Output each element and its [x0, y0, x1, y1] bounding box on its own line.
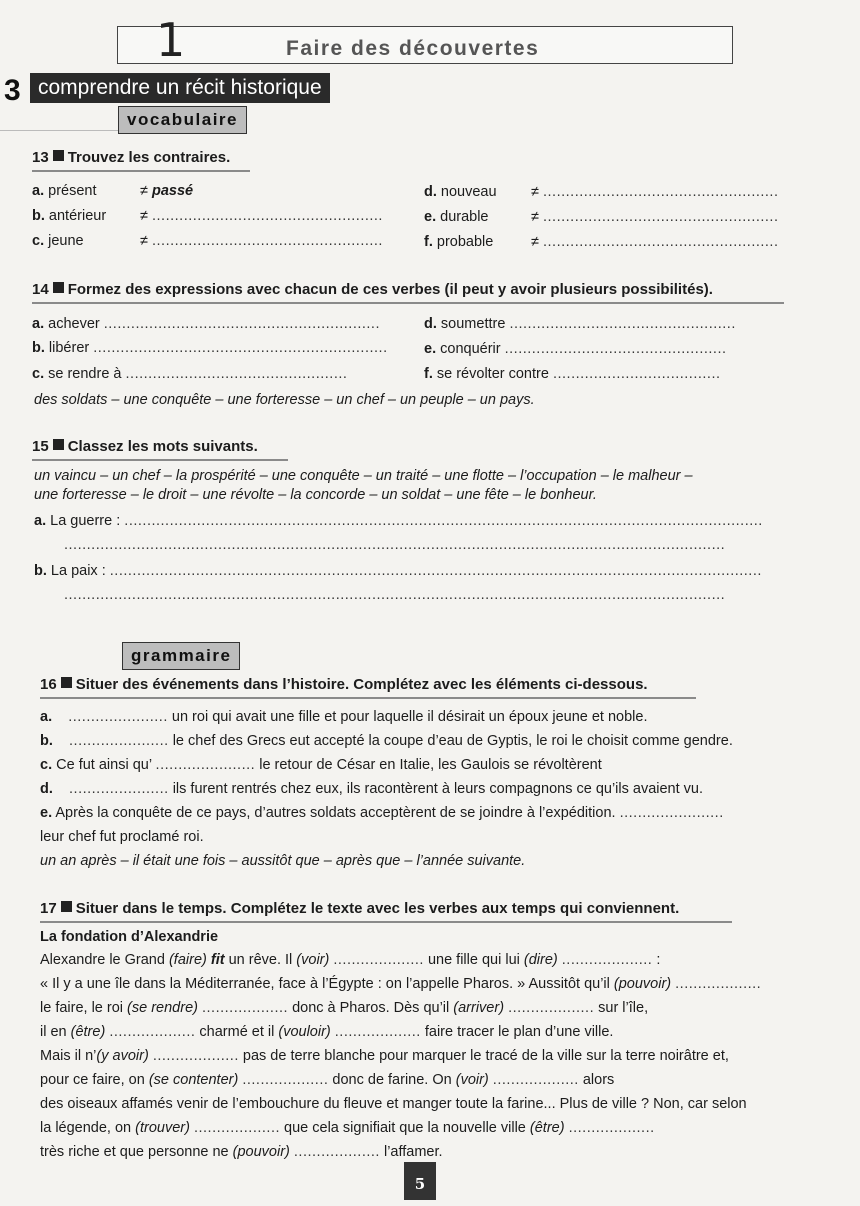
ex16-item-e[interactable]: e. Après la conquête de ce pays, d’autres soldats acceptèrent de se joindre à l’expédition. .......................: [40, 805, 724, 821]
ex17-line-3[interactable]: le faire, le roi (se rendre) ................... donc à Pharos. Dès qu’il (arriver) ................... sur l’île,: [40, 1000, 649, 1016]
ex15-item-a[interactable]: a. La guerre : .............................................................................................................................................: [34, 513, 763, 529]
ex13-blank-c[interactable]: ≠ ...................................................: [140, 233, 383, 249]
ex14-item-f[interactable]: f. se révolter contre .....................................: [424, 366, 721, 382]
section-number: 3: [4, 74, 21, 107]
ex17-line-4[interactable]: il en (être) ................... charmé et il (vouloir) ................... faire tracer le plan d’une ville.: [40, 1024, 614, 1040]
ex13-blank-d[interactable]: ≠ ....................................................: [531, 184, 779, 200]
ex14-item-c[interactable]: c. se rendre à .................................................: [32, 366, 348, 382]
title-underline: [32, 459, 288, 461]
ex13-answer-a: ≠ passé: [140, 183, 194, 199]
square-bullet-icon: [53, 282, 64, 293]
ex15-item-a-line2[interactable]: ..................................................................................................................................................: [64, 537, 726, 553]
exercise-number: 17: [40, 900, 57, 917]
square-bullet-icon: [61, 901, 72, 912]
exercise-17-title: [40, 900, 679, 917]
ex17-subtitle: La fondation d’Alexandrie: [40, 929, 219, 945]
ex13-item-c: c. jeune: [32, 233, 84, 249]
ex16-item-b[interactable]: b. ...................... le chef des Grecs eut accepté la coupe d’eau de Gyptis, le roi le choisit comme gendre.: [40, 733, 733, 749]
ex17-line-8[interactable]: la légende, on (trouver) ................... que cela signifiait que la nouvelle ville (être) ...................: [40, 1120, 655, 1136]
ex13-item-d: d. nouveau: [424, 184, 497, 200]
ex13-blank-e[interactable]: ≠ ....................................................: [531, 209, 779, 225]
ex16-word-bank: un an après – il était une fois – aussitôt que – après que – l’année suivante.: [40, 853, 526, 869]
square-bullet-icon: [53, 439, 64, 450]
exercise-13-title: [32, 149, 230, 166]
exercise-number: 16: [40, 676, 57, 693]
exercise-title-text: Situer dans le temps. Complétez le texte avec les verbes aux temps qui conviennent.: [75, 900, 680, 917]
exercise-title-text: Trouvez les contraires.: [67, 149, 231, 166]
ex14-item-a[interactable]: a. achever .............................................................: [32, 316, 380, 332]
exercise-title-text: Classez les mots suivants.: [67, 438, 258, 455]
title-underline: [40, 921, 732, 923]
exercise-number: 15: [32, 438, 49, 455]
divider: [0, 130, 118, 131]
title-underline: [40, 697, 696, 699]
ex15-word-bank-line2: une forteresse – le droit – une révolte – la concorde – un soldat – une fête – le bonheur.: [34, 487, 597, 503]
grammar-tag: grammaire: [122, 642, 240, 670]
ex15-word-bank-line1: un vaincu – un chef – la prospérité – une conquête – un traité – une flotte – l’occupation – le malheur –: [34, 468, 693, 484]
ex17-line-1[interactable]: Alexandre le Grand (faire) fit un rêve. Il (voir) .................... une fille qui lui (dire) .................... :: [40, 952, 661, 968]
title-underline: [32, 302, 784, 304]
exercise-16-title: [40, 676, 648, 693]
exercise-number: 13: [32, 149, 49, 166]
ex14-item-d[interactable]: d. soumettre ..................................................: [424, 316, 736, 332]
ex13-item-b: b. antérieur: [32, 208, 107, 224]
ex15-item-b-line2[interactable]: ..................................................................................................................................................: [64, 587, 726, 603]
ex13-item-f: f. probable: [424, 234, 494, 250]
exercise-15-title: [32, 438, 258, 455]
ex16-item-a[interactable]: a. ...................... un roi qui avait une fille et pour laquelle il désirait un époux jeune et noble.: [40, 709, 648, 725]
ex14-word-bank: des soldats – une conquête – une forteresse – un chef – un peuple – un pays.: [34, 392, 535, 408]
vocabulary-tag: vocabulaire: [118, 106, 247, 134]
page-number: 5: [404, 1162, 436, 1200]
ex17-line-9[interactable]: très riche et que personne ne (pouvoir) ................... l’affamer.: [40, 1144, 443, 1160]
ex16-item-c[interactable]: c. Ce fut ainsi qu’ ...................... le retour de César en Italie, les Gaulois se révoltèrent: [40, 757, 602, 773]
unit-number: 1: [156, 13, 186, 67]
ex17-line-6[interactable]: pour ce faire, on (se contenter) ................... donc de farine. On (voir) ................... alors: [40, 1072, 615, 1088]
ex15-item-b[interactable]: b. La paix : ................................................................................................................................................: [34, 563, 762, 579]
ex14-item-b[interactable]: b. libérer .................................................................: [32, 340, 388, 356]
unit-title: Faire des découvertes: [286, 37, 540, 60]
section-title: comprendre un récit historique: [30, 73, 330, 103]
ex13-item-a: a. présent: [32, 183, 97, 199]
ex17-line-5[interactable]: Mais il n’(y avoir) ................... pas de terre blanche pour marquer le tracé de la ville sur la terre noirâtre et,: [40, 1048, 729, 1064]
ex17-line-7: des oiseaux affamés venir de l’embouchure du fleuve et manger toute la farine... Plus de ville ? Non, car selon: [40, 1096, 747, 1112]
exercise-number: 14: [32, 281, 49, 298]
ex13-blank-b[interactable]: ≠ ...................................................: [140, 208, 383, 224]
ex13-item-e: e. durable: [424, 209, 489, 225]
exercise-title-text: Situer des événements dans l’histoire. Complétez avec les éléments ci-dessous.: [75, 676, 648, 693]
ex17-line-2[interactable]: « Il y a une île dans la Méditerranée, face à l’Égypte : on l’appelle Pharos. » Aussitôt qu’il (pouvoir) ...................: [40, 976, 762, 992]
ex16-item-d[interactable]: d. ...................... ils furent rentrés chez eux, ils racontèrent à leurs compagnons ce qu’ils avaient vu.: [40, 781, 704, 797]
exercise-14-title: [32, 281, 713, 298]
square-bullet-icon: [53, 150, 64, 161]
title-underline: [32, 170, 250, 172]
exercise-title-text: Formez des expressions avec chacun de ces verbes (il peut y avoir plusieurs possibilités).: [67, 281, 713, 298]
unit-header-box: [117, 13, 733, 67]
ex13-blank-f[interactable]: ≠ ....................................................: [531, 234, 779, 250]
ex14-item-e[interactable]: e. conquérir .................................................: [424, 341, 727, 357]
ex16-item-e-line2: leur chef fut proclamé roi.: [40, 829, 204, 845]
square-bullet-icon: [61, 677, 72, 688]
